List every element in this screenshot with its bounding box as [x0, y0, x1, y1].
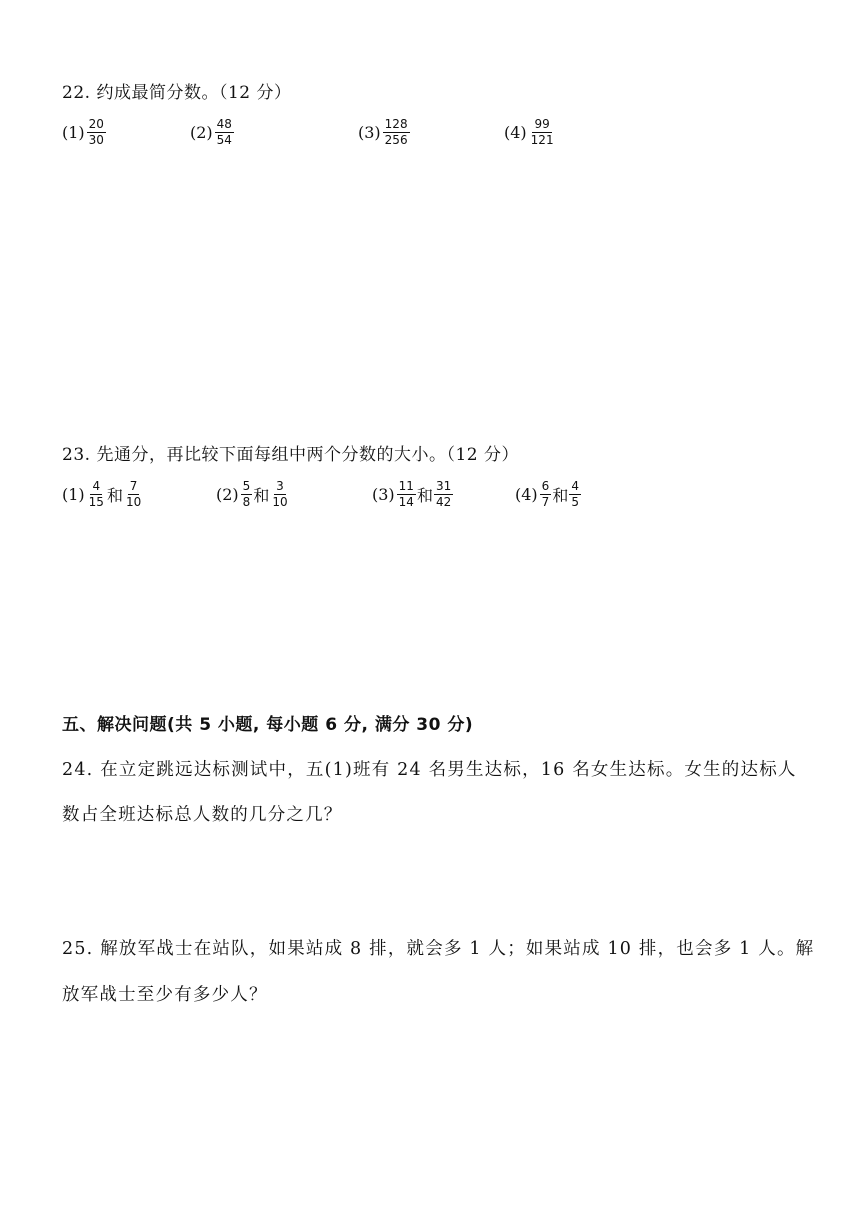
q23-item-2-label: (2)	[216, 485, 239, 504]
q22-item-1-fraction	[87, 118, 106, 147]
question-22-title: 22. 约成最简分数。（12 分）	[62, 83, 292, 103]
fraction-numerator: 5	[242, 479, 251, 493]
fraction-numerator: 4	[92, 479, 101, 493]
conjunction-and: 和	[106, 486, 123, 505]
q22-item-3-label: (3)	[358, 123, 381, 142]
fraction-denominator: 10	[272, 495, 288, 509]
q23-item-1-fraction-a	[87, 480, 106, 509]
q23-item-3-fraction-a	[397, 480, 416, 509]
fraction-denominator: 7	[541, 495, 550, 509]
conjunction-and: 和	[552, 486, 569, 505]
fraction-denominator: 15	[88, 495, 104, 509]
question-24-line-1: 24. 在立定跳远达标测试中，五(1)班有 24 名男生达标，16 名女生达标。女生的达标人	[62, 760, 797, 780]
fraction-denominator: 5	[571, 495, 579, 509]
q23-item-4	[515, 480, 582, 509]
question-24-line-2: 数占全班达标总人数的几分之几？	[62, 805, 343, 825]
q23-item-3-fraction-b	[434, 480, 453, 509]
fraction-numerator: 31	[435, 479, 452, 493]
q22-item-3	[358, 118, 411, 147]
fraction-numerator: 20	[88, 117, 104, 131]
fraction-denominator: 54	[216, 133, 232, 147]
fraction-numerator: 128	[384, 117, 408, 131]
q23-item-3-label: (3)	[372, 485, 395, 504]
q22-item-4-fraction	[529, 118, 556, 147]
q22-item-1-label: (1)	[62, 123, 85, 142]
q22-item-1	[62, 118, 107, 147]
fraction-numerator: 48	[216, 117, 232, 131]
q22-item-2-fraction	[215, 118, 234, 147]
q23-item-2	[216, 480, 291, 509]
q23-item-4-fraction-a	[540, 480, 552, 509]
q22-item-4-label: (4)	[504, 123, 527, 142]
conjunction-and: 和	[416, 486, 433, 505]
fraction-numerator: 3	[276, 479, 284, 493]
fraction-denominator: 256	[384, 133, 408, 147]
fraction-denominator: 10	[125, 495, 142, 509]
fraction-numerator: 11	[398, 479, 414, 493]
question-23-title: 23. 先通分，再比较下面每组中两个分数的大小。（12 分）	[62, 445, 519, 465]
q23-item-1	[62, 480, 144, 509]
fraction-numerator: 99	[534, 117, 550, 131]
q23-item-4-label: (4)	[515, 485, 538, 504]
question-25-line-2: 放军战士至少有多少人？	[62, 985, 268, 1005]
fraction-denominator: 8	[242, 495, 251, 509]
q22-item-2	[190, 118, 235, 147]
q23-item-2-fraction-b	[270, 480, 289, 509]
q22-item-2-label: (2)	[190, 123, 213, 142]
fraction-denominator: 121	[530, 133, 554, 147]
fraction-numerator: 7	[129, 479, 138, 493]
fraction-numerator: 4	[571, 479, 579, 493]
fraction-numerator: 6	[541, 479, 550, 493]
q22-item-4	[504, 118, 557, 147]
q23-item-1-fraction-b	[124, 480, 143, 509]
q23-item-4-fraction-b	[569, 480, 581, 509]
conjunction-and: 和	[253, 486, 270, 505]
question-25-line-1: 25. 解放军战士在站队，如果站成 8 排，就会多 1 人；如果站成 10 排，也会多 1 人。解	[62, 939, 815, 959]
fraction-denominator: 30	[88, 133, 104, 147]
q23-item-3	[372, 480, 454, 509]
fraction-denominator: 14	[398, 495, 414, 509]
q23-item-1-label: (1)	[62, 485, 85, 504]
fraction-denominator: 42	[435, 495, 452, 509]
q23-item-2-fraction-a	[241, 480, 253, 509]
q22-item-3-fraction	[383, 118, 410, 147]
section-5-heading: 五、解决问题(共 5 小题, 每小题 6 分, 满分 30 分)	[62, 715, 474, 735]
